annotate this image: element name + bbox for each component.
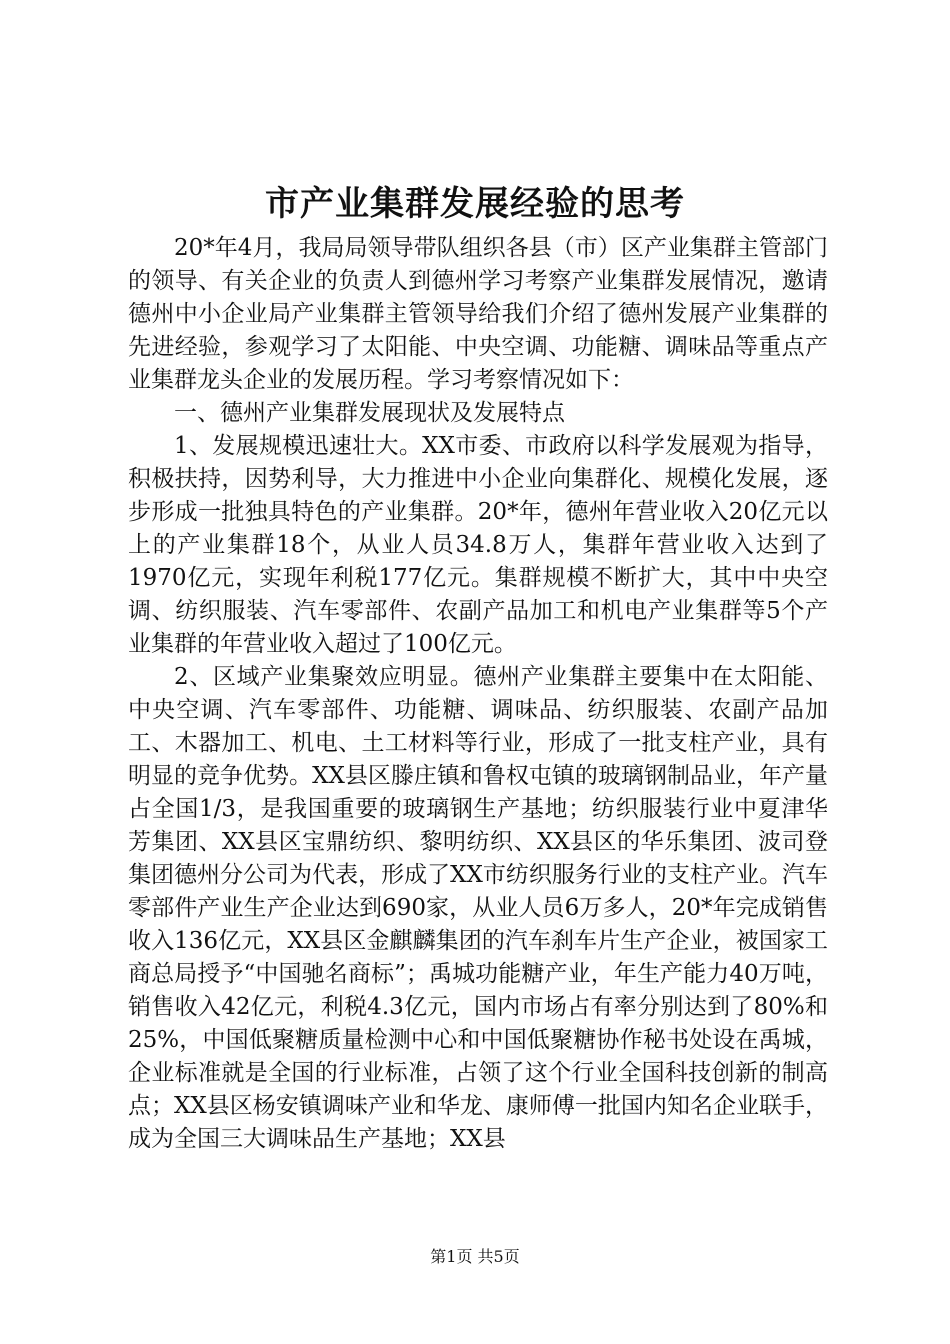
document-body	[128, 232, 828, 1156]
page-footer: 第1页 共5页	[430, 1247, 520, 1266]
section-heading: 一、德州产业集群发展现状及发展特点	[174, 400, 565, 426]
paragraph-intro: 20*年4月，我局局领导带队组织各县（市）区产业集群主管部门的领导、有关企业的负责人到德州学习考察产业集群发展情况，邀请德州中小企业局产业集群主管领导给我们介绍了德州发展产业集群的先进经验，参观学习了太阳能、中央空调、功能糖、调味品等重点产业集群龙头企业的发展历程。学习考察情况如下：	[128, 235, 828, 393]
document-title: 市产业集群发展经验的思考	[265, 184, 685, 224]
paragraph-point-1: 1、发展规模迅速壮大。XX市委、市政府以科学发展观为指导，积极扶持，因势利导，大力推进中小企业向集群化、规模化发展，逐步形成一批独具特色的产业集群。20*年，德州年营业收入20亿元以上的产业集群18个，从业人员34.8万人，集群年营业收入达到了1970亿元，实现年利税177亿元。集群规模不断扩大，其中中央空调、纺织服装、汽车零部件、农副产品加工和机电产业集群等5个产业集群的年营业收入超过了100亿元。	[128, 433, 828, 657]
paragraph-point-2: 2、区域产业集聚效应明显。德州产业集群主要集中在太阳能、中央空调、汽车零部件、功能糖、调味品、纺织服装、农副产品加工、木器加工、机电、土工材料等行业，形成了一批支柱产业，具有明显的竞争优势。XX县区滕庄镇和鲁权屯镇的玻璃钢制品业，年产量占全国1/3，是我国重要的玻璃钢生产基地；纺织服装行业中夏津华芳集团、XX县区宝鼎纺织、黎明纺织、XX县区的华乐集团、波司登集团德州分公司为代表，形成了XX市纺织服务行业的支柱产业。汽车零部件产业生产企业达到690家，从业人员6万多人，20*年完成销售收入136亿元，XX县区金麒麟集团的汽车刹车片生产企业，被国家工商总局授予“中国驰名商标”；禹城功能糖产业，年生产能力40万吨，销售收入42亿元，利税4.3亿元，国内市场占有率分别达到了80%和25%，中国低聚糖质量检测中心和中国低聚糖协作秘书处设在禹城，企业标准就是全国的行业标准，占领了这个行业全国科技创新的制高点；XX县区杨安镇调味产业和华龙、康师傅一批国内知名企业联手，成为全国三大调味品生产基地；XX县	[128, 664, 828, 1152]
